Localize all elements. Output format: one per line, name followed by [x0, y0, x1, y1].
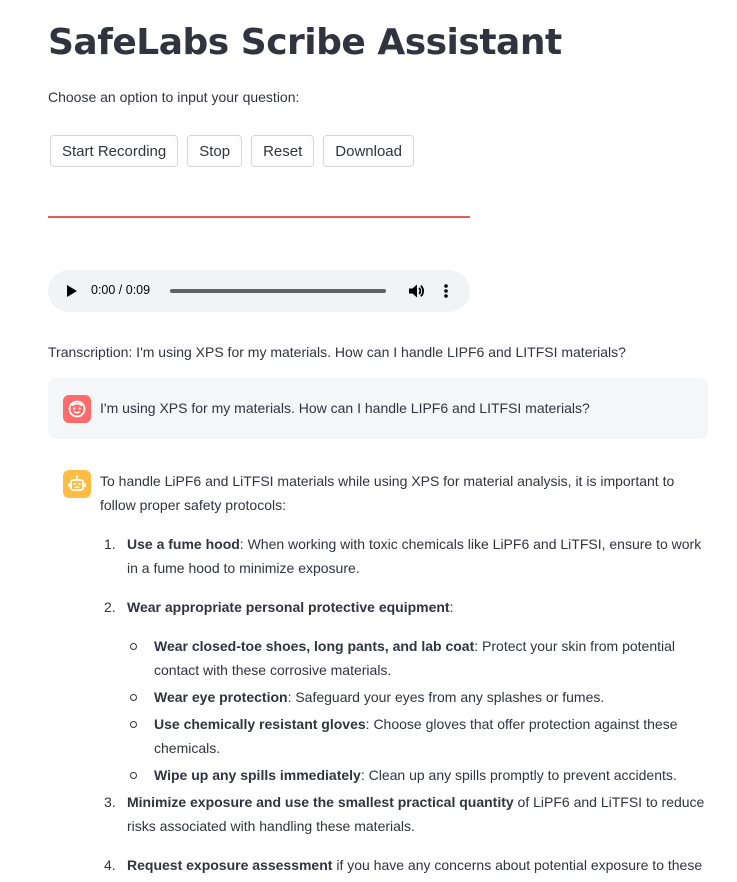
step-number: 1.	[104, 536, 116, 552]
bullet-icon	[130, 643, 137, 650]
user-avatar-icon	[63, 395, 91, 423]
step-heading: Request exposure assessment	[127, 857, 333, 873]
list-item	[100, 790, 710, 838]
step-heading: Minimize exposure and use the smallest practical quantity	[127, 794, 514, 810]
step-text: :	[449, 599, 454, 615]
list-item	[100, 712, 710, 760]
stop-button[interactable]: Stop	[187, 135, 242, 167]
start-recording-button[interactable]: Start Recording	[50, 135, 178, 167]
safety-steps-list-continued	[100, 790, 710, 877]
recording-controls	[50, 135, 414, 167]
bullet-icon	[130, 694, 137, 701]
list-item	[100, 853, 710, 877]
safety-steps-list	[100, 532, 710, 619]
reset-button[interactable]: Reset	[251, 135, 314, 167]
audio-time: 0:00 / 0:09	[91, 283, 151, 297]
bullet-icon	[130, 772, 137, 779]
play-icon[interactable]	[67, 285, 77, 297]
download-button[interactable]: Download	[323, 135, 414, 167]
step-heading: Use a fume hood	[127, 536, 240, 552]
step-number: 4.	[104, 857, 116, 873]
step-text: if you have any concerns about potential exposure to these	[332, 857, 703, 873]
more-options-icon[interactable]	[440, 281, 452, 301]
user-chat-message	[48, 378, 708, 439]
ppe-text: : Safeguard your eyes from any splashes or fumes.	[287, 689, 605, 705]
list-item	[100, 763, 710, 787]
transcription-text: Transcription: I'm using XPS for my materials. How can I handle LIPF6 and LITFSI materials?	[48, 344, 626, 360]
step-heading: Wear appropriate personal protective equipment	[127, 599, 450, 615]
volume-icon[interactable]	[406, 281, 426, 301]
bullet-icon	[130, 721, 137, 728]
step-text: : When working with toxic chemicals like LiPF6 and LiTFSI, ensure to work in a fume hood to minimize exposure.	[127, 536, 702, 576]
audio-player[interactable]	[48, 270, 470, 312]
ppe-text: : Choose gloves that offer protection against these chemicals.	[154, 716, 678, 756]
step-number: 2.	[104, 599, 116, 615]
list-item	[100, 595, 710, 619]
user-message-text: I'm using XPS for my materials. How can I handle LIPF6 and LITFSI materials?	[100, 400, 590, 416]
divider	[48, 216, 470, 218]
ppe-heading: Wear eye protection	[154, 689, 288, 705]
audio-seek-bar[interactable]	[170, 289, 386, 293]
ppe-list	[100, 634, 710, 787]
list-item	[100, 685, 710, 709]
assistant-intro: To handle LiPF6 and LiTFSI materials while using XPS for material analysis, it is important to follow proper safety protocols:	[100, 473, 675, 513]
step-text: of LiPF6 and LiTFSI to reduce risks associated with handling these materials.	[127, 794, 705, 834]
list-item	[100, 634, 710, 682]
assistant-bot-icon	[63, 470, 91, 498]
ppe-text: : Clean up any spills promptly to prevent accidents.	[360, 767, 677, 783]
assistant-message-body	[100, 465, 710, 877]
step-number: 3.	[104, 794, 116, 810]
input-prompt: Choose an option to input your question:	[48, 89, 300, 105]
ppe-heading: Wipe up any spills immediately	[154, 767, 361, 783]
ppe-text: : Protect your skin from potential contact with these corrosive materials.	[154, 638, 676, 678]
ppe-heading: Use chemically resistant gloves	[154, 716, 366, 732]
list-item	[100, 532, 710, 580]
ppe-heading: Wear closed-toe shoes, long pants, and lab coat	[154, 638, 475, 654]
page-title: SafeLabs Scribe Assistant	[48, 22, 562, 63]
